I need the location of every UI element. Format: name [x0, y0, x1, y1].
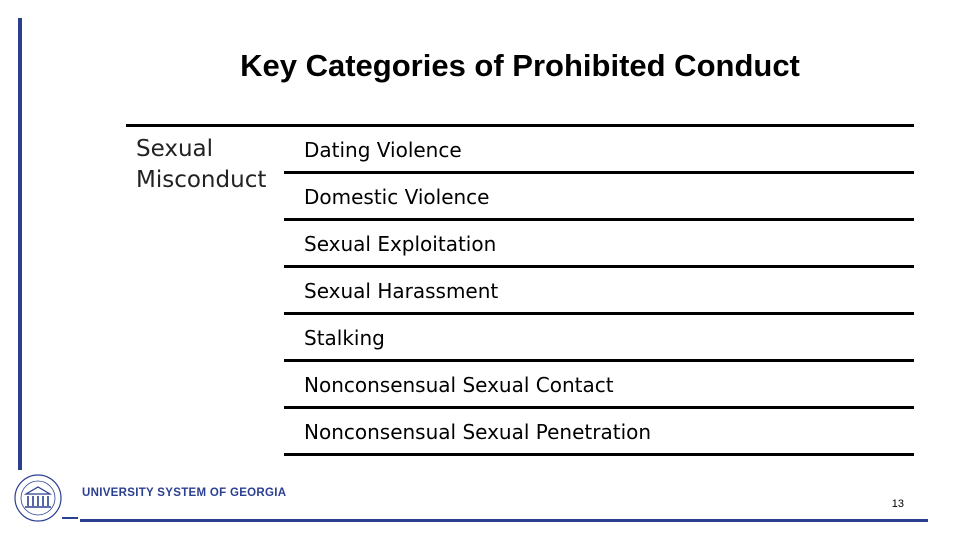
conduct-item-sexual-exploitation: Sexual Exploitation	[284, 221, 914, 268]
page-number: 13	[891, 498, 904, 510]
conduct-item-nonconsensual-contact: Nonconsensual Sexual Contact	[284, 362, 914, 409]
conduct-list	[284, 127, 914, 456]
category-label-line2: Misconduct	[136, 167, 267, 193]
university-seal-icon	[12, 472, 78, 524]
footer-rule	[80, 519, 928, 522]
category-label-line1: Sexual	[136, 136, 214, 162]
conduct-item-domestic-violence: Domestic Violence	[284, 174, 914, 221]
conduct-item-sexual-harassment: Sexual Harassment	[284, 268, 914, 315]
conduct-item-stalking: Stalking	[284, 315, 914, 362]
slide-title: Key Categories of Prohibited Conduct	[240, 48, 800, 83]
left-accent-bar	[18, 18, 22, 470]
conduct-item-dating-violence: Dating Violence	[284, 127, 914, 174]
conduct-item-nonconsensual-penetration: Nonconsensual Sexual Penetration	[284, 409, 914, 456]
category-label	[136, 134, 266, 196]
organization-name: UNIVERSITY SYSTEM OF GEORGIA	[82, 487, 287, 499]
